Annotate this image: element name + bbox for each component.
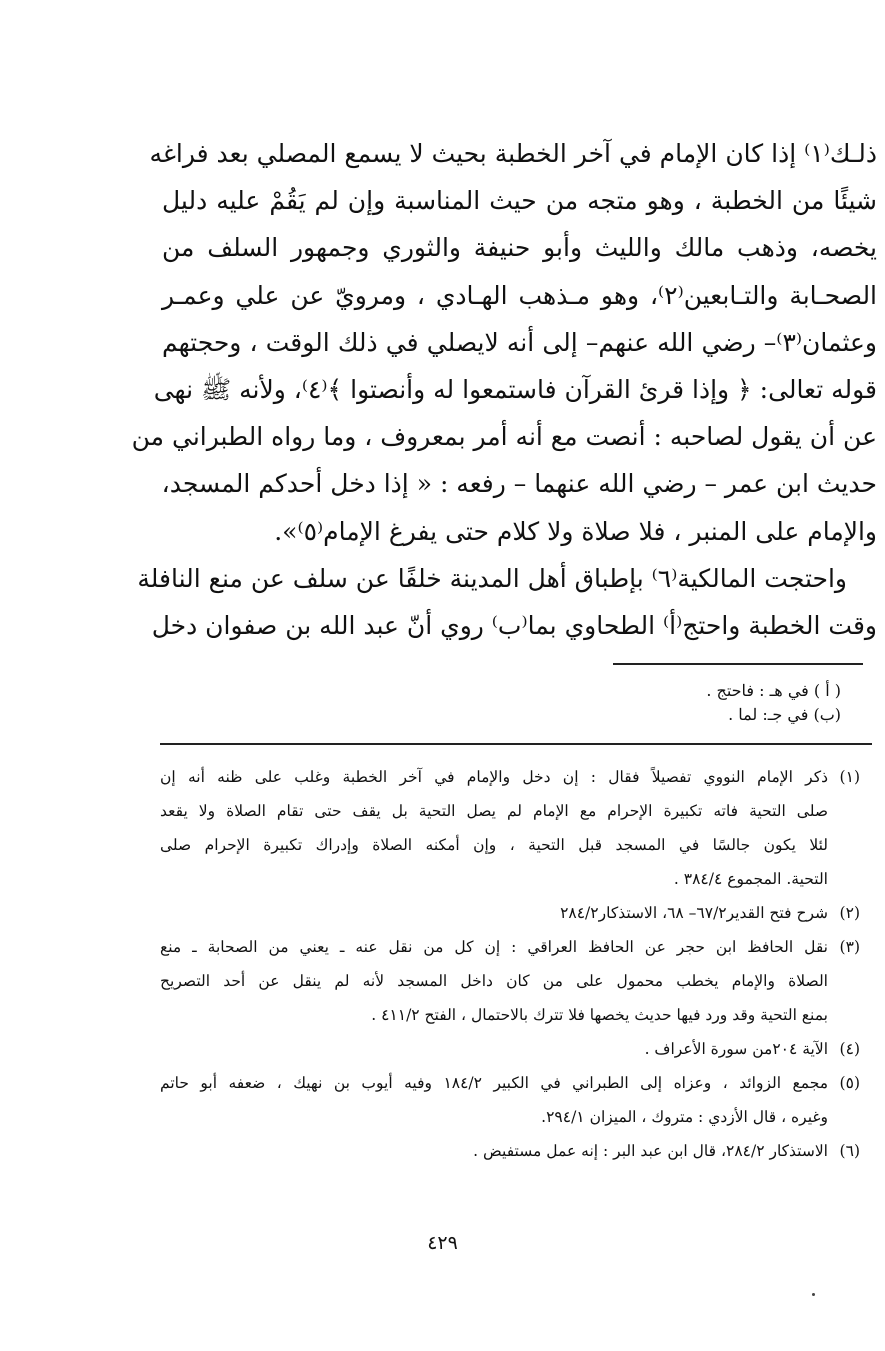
footnotes [160, 760, 860, 1168]
footnote [160, 760, 860, 896]
footnote-text [160, 1066, 828, 1134]
footnote-line: لئلا يكون جالسًا في المسجد قبل التحية ، وإن أمكنه الصلاة وإدراك تكبيرة الإحرام صلى [160, 836, 828, 854]
main-line: وعثمان⁽٣⁾– رضي الله عنهم– إلى أنه لايصلي في ذلك الوقت ، وحجتهم [162, 327, 877, 357]
main-line: وقت الخطبة واحتج⁽أ⁾ الطحاوي بما⁽ب⁾ روي أنّ عبد الله بن صفوان دخل [151, 611, 877, 641]
main-text [131, 130, 878, 649]
footnote-number: (٣) [839, 938, 860, 956]
footnote [160, 1032, 860, 1066]
variants-divider [613, 663, 863, 665]
footnotes-divider [160, 743, 872, 745]
footnote-line: التحية. المجموع ٣٨٤/٤ . [673, 870, 828, 888]
footnote [160, 1066, 860, 1134]
footnote-text [160, 930, 828, 1032]
variant-note: (ب) في جـ: لما . [728, 705, 841, 724]
page-number: ٤٢٩ [427, 1232, 458, 1254]
footnote-text [160, 1134, 828, 1168]
footnote-line: الصلاة والإمام يخطب محمول على من كان داخل المسجد لأنه لم ينقل عن أحد التصريح [160, 972, 828, 990]
footnote-line: الاستذكار ٢٨٤/٢، قال ابن عبد البر : إنه عمل مستفيض . [473, 1142, 828, 1160]
footnote [160, 896, 860, 930]
main-line: ذلـك⁽١⁾ إذا كان الإمام في آخر الخطبة بحيث لا يسمع المصلي بعد فراغه [149, 139, 877, 168]
main-line: الصحـابة والتـابعين⁽٢⁾، وهو مـذهب الهـادي ، ومرويّ عن علي وعمـر [162, 280, 878, 310]
main-line: قوله تعالى: ﴿ وإذا قرئ القرآن فاستمعوا له وأنصتوا ﴾⁽٤⁾، ولأنه ﷺ نهى [153, 375, 877, 405]
footnote [160, 1134, 860, 1168]
variant-note: ( أ ) في هـ : فاحتج . [706, 681, 841, 700]
manuscript-variants [706, 679, 841, 727]
footnote-line: نقل الحافظ ابن حجر عن الحافظ العراقي : إن كل من نقل عنه ـ يعني من الصحابة ـ منع [160, 938, 828, 956]
main-line: يخصه، وذهب مالك والليث وأبو حنيفة والثوري وجمهور السلف من [162, 233, 877, 263]
footnote-line: بمنع التحية وقد ورد فيها حديث يخصها فلا تترك بالاحتمال ، الفتح ٤١١/٢ . [371, 1006, 828, 1024]
main-line: شيئًا من الخطبة ، وهو متجه من حيث المناسبة وإن لم يَقُمْ عليه دليل [162, 186, 877, 216]
main-line: والإمام على المنبر ، فلا صلاة ولا كلام حتى يفرغ الإمام⁽٥⁾». [274, 516, 877, 546]
footnote-text [160, 760, 828, 896]
main-line: عن أن يقول لصاحبه : أنصت مع أنه أمر بمعروف ، وما رواه الطبراني من [131, 422, 877, 452]
main-line: حديث ابن عمر – رضي الله عنهما – رفعه : « إذا دخل أحدكم المسجد، [161, 469, 877, 499]
footnote-number: (٦) [839, 1142, 860, 1160]
footnote-line: شرح فتح القدير٦٧/٢– ٦٨، الاستذكار٢٨٤/٢ [560, 904, 828, 922]
footnote-text [160, 1032, 828, 1066]
footnote-line: الآية ٢٠٤من سورة الأعراف . [644, 1040, 828, 1058]
scan-speck [812, 1293, 815, 1296]
footnote-line: مجمع الزوائد ، وعزاه إلى الطبراني في الكبير ١٨٤/٢ وفيه أيوب بن نهيك ، ضعفه أبو حاتم [160, 1074, 829, 1092]
main-line: واحتجت المالكية⁽٦⁾ بإطباق أهل المدينة خلفًا عن سلف عن منع النافلة [137, 563, 847, 593]
footnote-number: (٢) [839, 904, 860, 922]
footnote-line: صلى التحية فاته تكبيرة الإحرام مع الإمام لم يصل التحية بل يقف حتى تقام الصلاة ولا يقعد [160, 802, 828, 820]
footnote-number: (٥) [839, 1074, 860, 1092]
footnote [160, 930, 860, 1032]
footnote-number: (١) [839, 768, 860, 786]
footnote-number: (٤) [839, 1040, 860, 1058]
footnote-line: ذكر الإمام النووي تفصيلاً فقال : إن دخل والإمام في آخر الخطبة وغلب على ظنه أنه إن [160, 768, 828, 786]
footnote-text [160, 896, 828, 930]
footnote-line: وغيره ، قال الأزدي : متروك ، الميزان ٢٩٤/١. [541, 1108, 828, 1126]
